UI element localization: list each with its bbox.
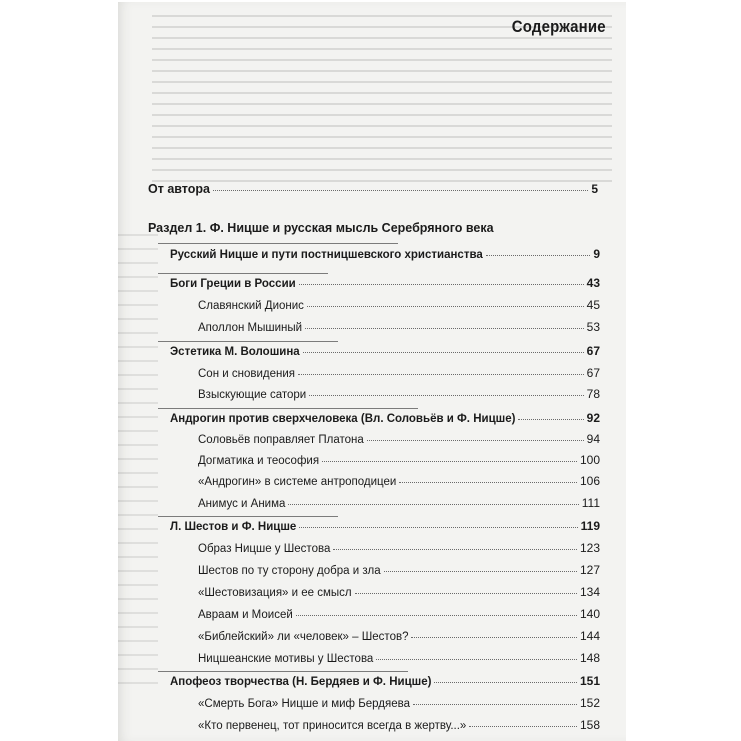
toc-page-number: 140 — [579, 607, 600, 621]
section-rule — [158, 408, 418, 409]
dot-leader — [434, 682, 577, 683]
dot-leader — [411, 637, 577, 638]
toc-label: Славянский Дионис — [198, 300, 304, 312]
dot-leader — [299, 527, 577, 528]
toc-subentry[interactable] — [198, 320, 600, 334]
dot-leader — [376, 659, 577, 660]
dot-leader — [299, 284, 584, 285]
toc-label: Л. Шестов и Ф. Ницше — [170, 521, 297, 533]
toc-subentry[interactable] — [198, 585, 600, 599]
toc-page-number: 67 — [586, 366, 600, 380]
section-rule — [158, 341, 338, 342]
toc-page-number: 119 — [580, 519, 600, 533]
dot-leader — [413, 704, 577, 705]
toc-entry[interactable] — [170, 247, 600, 261]
book-page — [118, 2, 626, 741]
toc-page-number: 134 — [579, 585, 600, 599]
toc-label: Боги Греции в России — [170, 278, 296, 290]
page-title: Содержание — [512, 17, 606, 36]
toc-label: «Шестовизация» и ее смысл — [198, 587, 352, 599]
toc-subentry[interactable] — [198, 366, 600, 380]
toc-page-number: 148 — [579, 651, 600, 665]
toc-subentry[interactable] — [198, 496, 600, 510]
toc-subentry[interactable] — [198, 607, 600, 621]
toc-subentry[interactable] — [198, 541, 600, 555]
dot-leader — [305, 328, 584, 329]
dot-leader — [355, 593, 577, 594]
dot-leader — [288, 504, 578, 505]
toc-entry[interactable] — [170, 276, 600, 290]
dot-leader — [309, 395, 583, 396]
toc-subentry[interactable] — [198, 432, 600, 446]
toc-label: Соловьёв поправляет Платона — [198, 434, 364, 446]
toc-page-number: 152 — [579, 696, 600, 710]
toc-label: Догматика и теософия — [198, 455, 320, 467]
toc-label: Шестов по ту сторону добра и зла — [198, 565, 381, 577]
toc-page-number: 100 — [579, 453, 600, 467]
toc-page-number: 158 — [579, 718, 600, 732]
dot-leader — [469, 726, 577, 727]
toc-label: Эстетика М. Волошина — [170, 346, 300, 358]
toc-subentry[interactable] — [198, 563, 600, 577]
toc-label: Образ Ницше у Шестова — [198, 543, 331, 555]
toc-foreword[interactable] — [148, 182, 598, 196]
toc-page-number: 5 — [591, 182, 598, 196]
section-rule — [158, 243, 398, 244]
toc-page-number: 94 — [586, 432, 600, 446]
toc-page-number: 92 — [586, 411, 600, 425]
dot-leader — [213, 190, 588, 191]
dot-leader — [367, 440, 584, 441]
section-rule — [158, 273, 328, 274]
toc-subentry[interactable] — [198, 387, 600, 401]
toc-page-number: 9 — [593, 247, 600, 261]
dot-leader — [333, 549, 577, 550]
toc-page-number: 67 — [586, 344, 600, 358]
toc-label: Аполлон Мышиный — [198, 322, 303, 334]
toc-subentry[interactable] — [198, 696, 600, 710]
toc-page-number: 78 — [586, 387, 600, 401]
toc-label: «Кто первенец, тот приносится всегда в жертву...» — [198, 720, 467, 732]
toc-subentry[interactable] — [198, 651, 600, 665]
toc-label: Андрогин против сверхчеловека (Вл. Соловьёв и Ф. Ницше) — [170, 413, 516, 425]
bleed-through-margin — [118, 222, 158, 702]
toc-page-number: 123 — [579, 541, 600, 555]
toc-label: «Андрогин» в системе антроподицеи — [198, 476, 397, 488]
toc-label: Русский Ницше и пути постницшевского христианства — [170, 249, 483, 261]
toc-page-number: 111 — [581, 496, 600, 510]
toc-page-number: 127 — [579, 563, 600, 577]
dot-leader — [486, 255, 591, 256]
dot-leader — [303, 352, 584, 353]
toc-label: От автора — [148, 182, 210, 196]
toc-page-number: 53 — [586, 320, 600, 334]
toc-page-number: 151 — [579, 674, 600, 688]
toc-entry[interactable] — [170, 519, 600, 533]
dot-leader — [399, 482, 577, 483]
toc-page-number: 106 — [579, 474, 600, 488]
toc-page-number: 43 — [586, 276, 600, 290]
toc-label: «Смерть Бога» Ницше и миф Бердяева — [198, 698, 410, 710]
toc-subentry[interactable] — [198, 474, 600, 488]
toc-label: Сон и сновидения — [198, 368, 296, 380]
toc-subentry[interactable] — [198, 453, 600, 467]
section-rule — [158, 671, 408, 672]
toc-subentry[interactable] — [198, 718, 600, 732]
toc-label: Апофеоз творчества (Н. Бердяев и Ф. Ницше) — [170, 676, 432, 688]
section-rule — [158, 516, 338, 517]
dot-leader — [307, 306, 584, 307]
part-heading: Раздел 1. Ф. Ницше и русская мысль Серебряного века — [148, 221, 494, 235]
toc-entry[interactable] — [170, 411, 600, 425]
toc-label: Авраам и Моисей — [198, 609, 293, 621]
toc-page-number: 144 — [579, 629, 600, 643]
toc-label: Анимус и Анима — [198, 498, 286, 510]
dot-leader — [384, 571, 577, 572]
toc-label: «Библейский» ли «человек» – Шестов? — [198, 631, 409, 643]
toc-label: Взыскующие сатори — [198, 389, 307, 401]
dot-leader — [518, 419, 583, 420]
toc-subentry[interactable] — [198, 298, 600, 312]
toc-label: Ницшеанские мотивы у Шестова — [198, 653, 374, 665]
dot-leader — [298, 374, 584, 375]
dot-leader — [296, 615, 577, 616]
toc-page-number: 45 — [586, 298, 600, 312]
toc-subentry[interactable] — [198, 629, 600, 643]
toc-entry[interactable] — [170, 674, 600, 688]
dot-leader — [322, 461, 577, 462]
toc-entry[interactable] — [170, 344, 600, 358]
